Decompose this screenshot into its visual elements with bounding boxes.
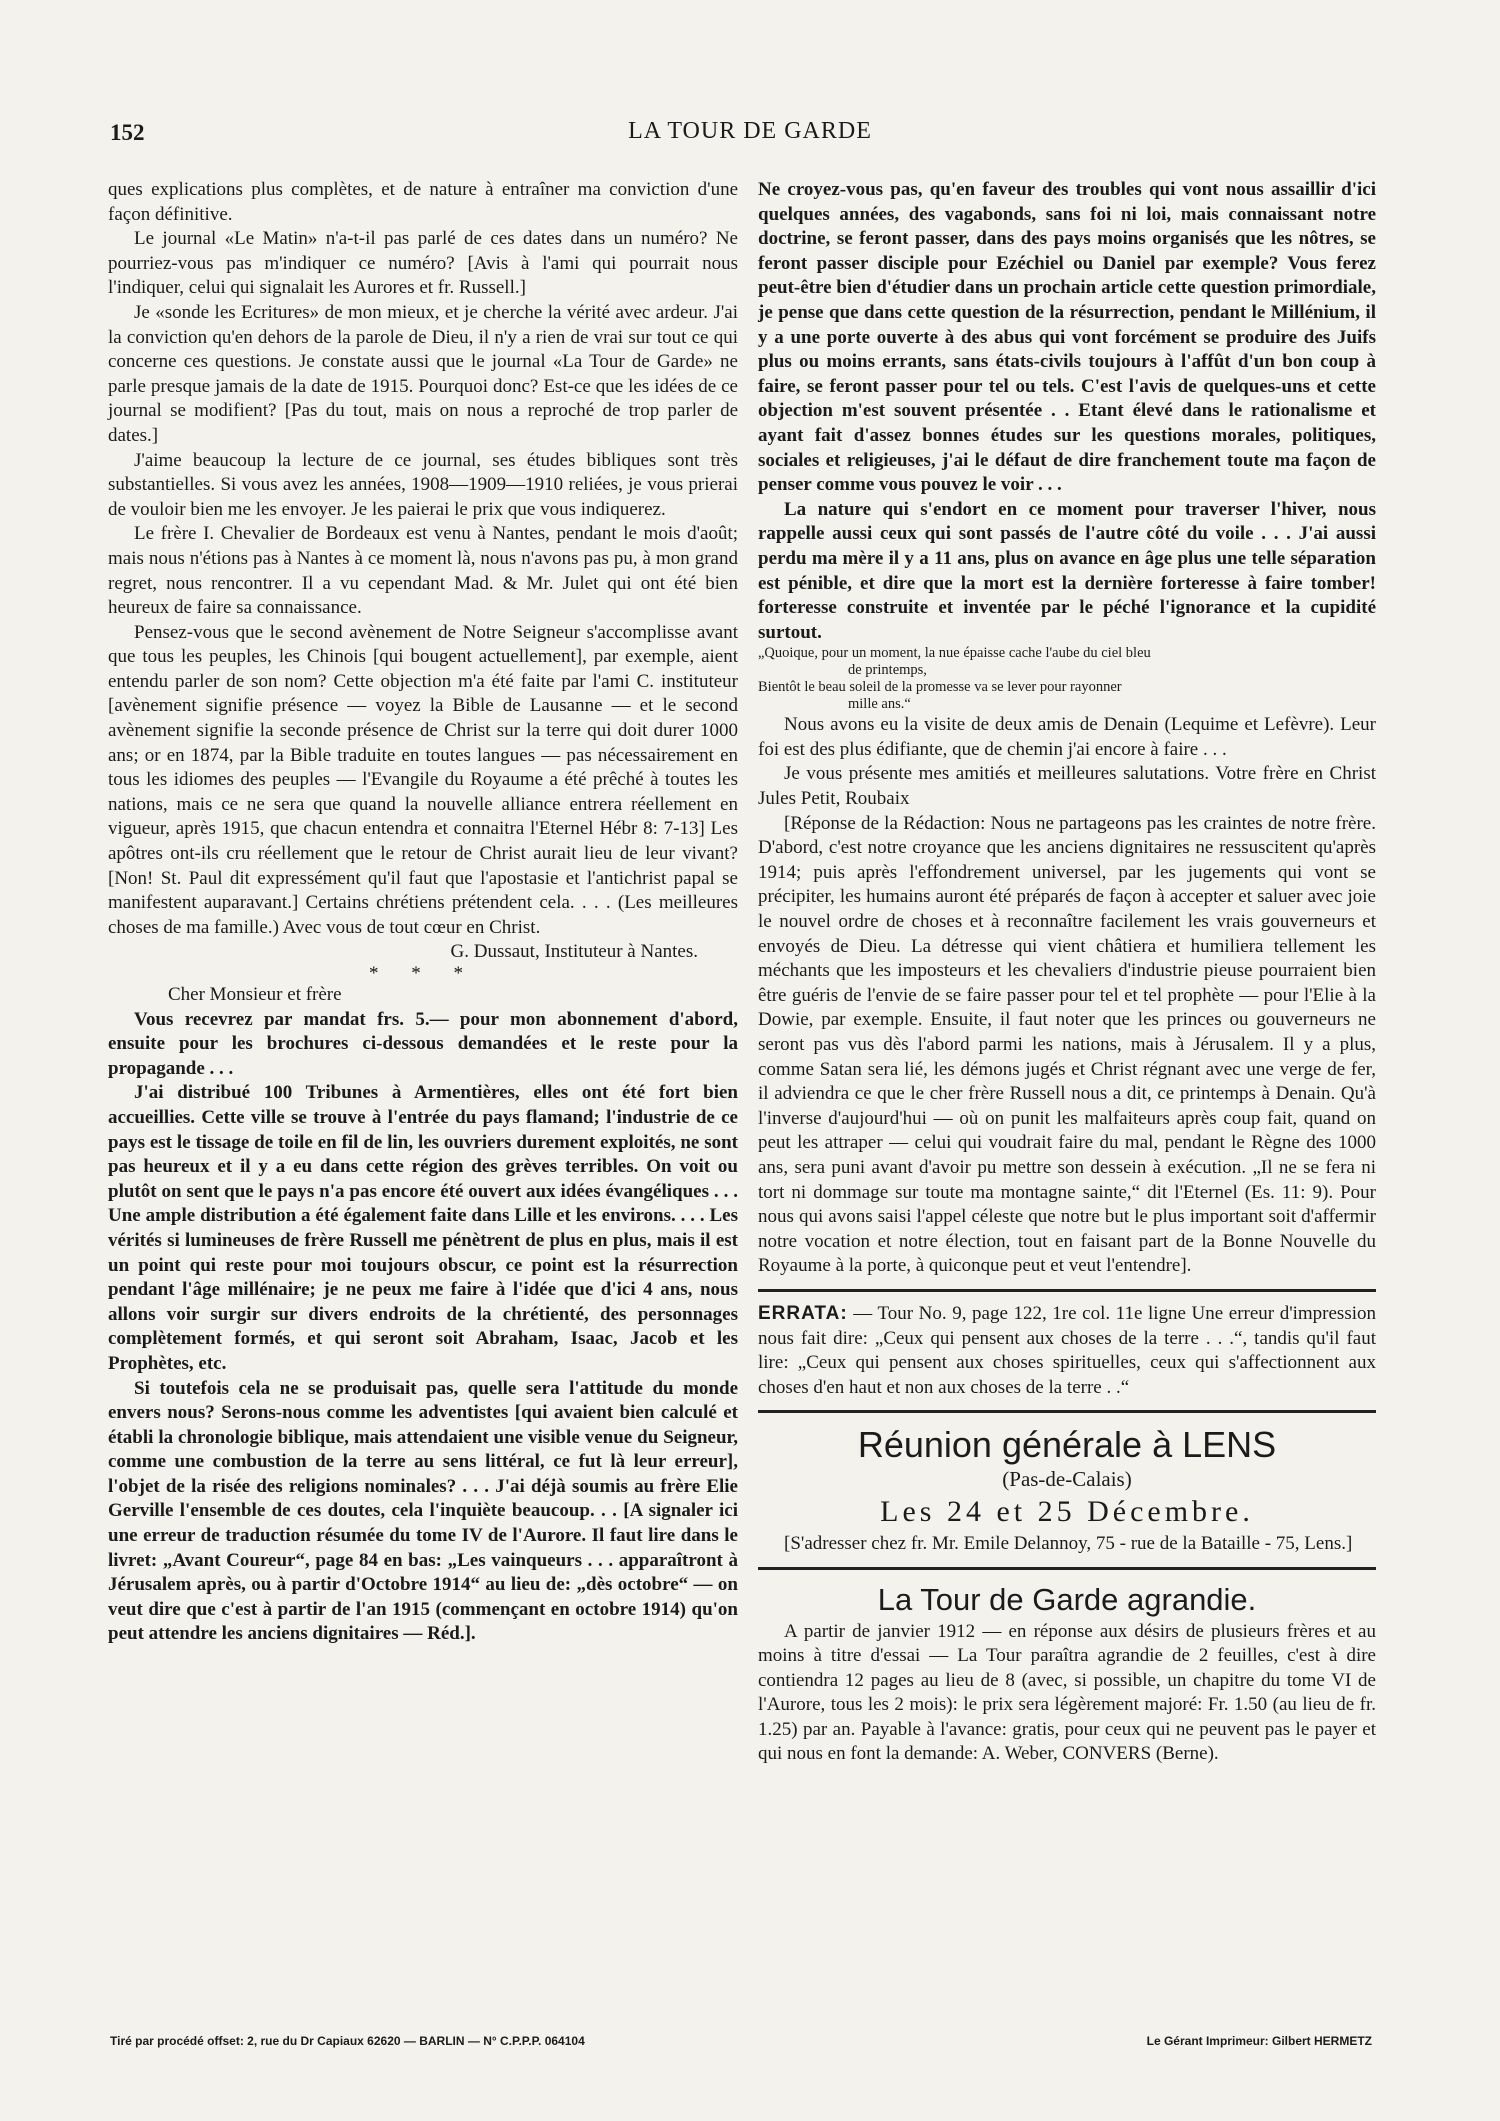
underlined-paragraph: Pensez-vous que le second avènement de Notre Seigneur s'accomplisse avant que tous les peuples, les Chinois [qui bougent actuellement], par exemple, aient entendu parler de son nom? Cette objection m'a été faite par l'ami C. instituteur [avènement signifie présence — voyez la Bible de Lausanne — et le second avènement signifie la seconde présence de Christ sur la terre qui doit durer 1000 ans; or en 1874, par la Bible traduite en toutes langues — pas nécessairement en tous les idiomes des peuples — l'Evangile du Royaume a été prêché à toutes les nations, mais ce ne sera que quand la nouvelle alliance entrera réellement en vigueur, après 1915, que chacun entendra et connaitra l'Eternel Hébr 8: 7-13] Les apôtres ont-ils cru réellement que le retour de Christ aurait lieu de leur vivant? [Non! St. Paul dit expressément qu'il faut que l'apostasie et l'antichrist papal se manifestent auparavant.] Certains chrétiens prétendent cela. . . . (Les meilleures choses de ma famille.) Avec vous de tout cœur en Christ. <box>108 621 738 938</box>
paragraph: Le journal «Le Matin» n'a-t-il pas parlé de ces dates dans un numéro? Ne pourriez-vous pas m'indiquer ce numéro? [Avis à l'ami qui pourrait nous l'indiquer, celui qui signalait les Aurores et fr. Russell.] <box>108 228 738 299</box>
letter-signature: G. Dussaut, Instituteur à Nantes. <box>450 941 698 963</box>
paragraph: Si toutefois cela ne se produisait pas, quelle sera l'attitude du monde envers nous? Serons-nous comme les adventistes [qui avaient bien calculé et établi la chronologie biblique, mais attendaient une visible venue du Seigneur, comme une combustion de la terre au sens littéral, ce fut là leur erreur], l'objet de la risée des religions nominales? . . . J'ai déjà soumis au frère Elie Gerville l'ensemble de ces doutes, cela l'inquiète beaucoup. . . [A signaler ici une erreur de traduction résumée du tome IV de l'Aurore. Il faut lire dans le livret: „Avant Coureur“, page 84 en bas: „Les vainqueurs . . . apparaîtront à Jérusalem après, ou à partir d'Octobre 1914“ au lieu de: „dès octobre“ — on veut dire que c'est à partir de l'an 1915 (commençant en octobre 1914) qu'on peut attendre les anciens dignitaires — Réd.]. <box>108 1377 738 1645</box>
poem-line: „Quoique, pour un moment, la nue épaisse cache l'aube du ciel bleu <box>758 645 1151 662</box>
lens-meeting-address: [S'adresser chez fr. Mr. Emile Delannoy, 75 - rue de la Bataille - 75, Lens.] <box>784 1532 1353 1554</box>
paragraph: La nature qui s'endort en ce moment pour traverser l'hiver, nous rappelle aussi ceux qui sont passés de l'autre côté du voile . . . J'ai aussi perdu ma mère il y a 11 ans, plus on avance en âge plus une telle séparation est pénible, et dire que la mort est la dernière forteresse à faire tomber! forteresse construite et inventée par le péché l'ignorance et la cupidité surtout. <box>758 498 1376 643</box>
lens-meeting-dates: Les 24 et 25 Décembre. <box>880 1494 1254 1528</box>
enlarged-notice-text: A partir de janvier 1912 — en réponse aux désirs de plusieurs frères et au moins à titre d'essai — La Tour paraîtra agrandie de 2 feuilles, c'est à dire contiendra 12 pages au lieu de 8 (avec, si possible, un chapitre du tome VI de l'Aurore, tous les 2 mois): le prix sera légèrement majoré: Fr. 1.50 (au lieu de fr. 1.25) par an. Payable à l'avance: gratis, pour ceux qui ne peuvent pas le payer et qui nous en font la demande: A. Weber, CONVERS (Berne). <box>758 1620 1376 1765</box>
paragraph: J'ai distribué 100 Tribunes à Armentières, elles ont été fort bien accueillies. Cette ville se trouve à l'entrée du pays flamand; l'industrie de ce pays est le tissage de toile en fil de lin, les ouvriers durement exploités, ne sont pas heureux et il y a eu dans cette région des grèves terribles. On voit ou plutôt on sent que le pays n'a pas encore été ouvert aux idées évangéliques . . . Une ample distribution a été également faite dans Lille et les environs. . . . Les vérités si lumineuses de frère Russell me pénètrent de plus en plus, mais il est un point qui reste pour moi toujours obscur, ce point est la résurrection pendant l'âge millénaire; je ne peux me faire à l'idée que d'ici 4 ans, nous allons voir surgir sur divers endroits de la chrétienté, des personnages complètement formés, et qui seront soit Abraham, Isaac, Jacob et les Prophètes, etc. <box>108 1082 738 1374</box>
poem-line: mille ans.“ <box>848 696 911 713</box>
errata-notice <box>758 1302 1376 1400</box>
running-title: LA TOUR DE GARDE <box>628 118 872 144</box>
printer-footer: Tiré par procédé offset: 2, rue du Dr Capiaux 62620 — BARLIN — N° C.P.P.P. 064104 <box>110 2034 585 2048</box>
poem-quote <box>758 645 1376 713</box>
paragraph: Ne croyez-vous pas, qu'en faveur des troubles qui vont nous assaillir d'ici quelques années, des vagabonds, sans foi ni loi, mais connaissant notre doctrine, se feront passer, dans des pays moins organisés que les nôtres, se feront passer disciple pour Ezéchiel ou Daniel par exemple? Vous ferez peut-être bien d'étudier dans un prochain article cette question primordiale, je pense que dans cette question de la résurrection, pendant le Millénium, il y a une porte ouverte à des abus qui vont forcément se produire des Juifs plus ou moins errants, sans états-civils toujours à l'affût d'un bon coup à faire, se feront passer pour tel ou tels. C'est l'avis de quelques-uns et cette objection m'est souvent présentée . . Etant élevé dans le rationalisme et ayant fait d'assez bonnes études sur les questions morales, politiques, sociales et religieuses, j'ai le défaut de dire franchement toute ma façon de penser comme vous pouvez le voir . . . <box>758 179 1376 496</box>
paragraph: ques explications plus complètes, et de nature à entraîner ma conviction d'une façon définitive. <box>108 179 738 225</box>
paragraph: Je vous présente mes amitiés et meilleures salutations. Votre frère en Christ Jules Petit, Roubaix <box>758 763 1376 810</box>
divider <box>758 1410 1376 1413</box>
page-number: 152 <box>110 120 145 145</box>
poem-line: de printemps, <box>848 662 927 679</box>
errata-label: ERRATA: <box>758 1302 848 1324</box>
manager-footer: Le Gérant Imprimeur: Gilbert HERMETZ <box>1146 2034 1372 2048</box>
paragraph: Je «sonde les Ecritures» de mon mieux, et je cherche la vérité avec ardeur. J'ai la conviction qu'en dehors de la parole de Dieu, il n'y a rien de vrai sur tout ce qui concerne ces questions. Je constate aussi que le journal «La Tour de Garde» ne parle presque jamais de la date de 1915. Pourquoi donc? Est-ce que les idées de ce journal se modifient? [Pas du tout, mais on nous a reproché de trop parler de dates.] <box>108 301 738 446</box>
paragraph: Le frère I. Chevalier de Bordeaux est venu à Nantes, pendant le mois d'août; mais nous n'étions pas à Nantes à ce moment là, nous n'avons pas pu, à mon grand regret, nous rencontrer. Il a vu cependant Mad. & Mr. Julet qui ont été bien heureux de faire sa connaissance. <box>108 523 738 619</box>
divider <box>758 1567 1376 1570</box>
errata-text: — Tour No. 9, page 122, 1re col. 11e ligne Une erreur d'impression nous fait dire: „Ceux qui pensent aux choses de la terre . . .“, tandis qu'il faut lire: „Ceux qui pensent aux choses spirituelles, ceux qui s'affectionnent aux choses d'en haut et non aux choses de la terre . .“ <box>758 1302 1376 1398</box>
paragraph: Vous recevrez par mandat frs. 5.— pour mon abonnement d'abord, ensuite pour les brochures ci-dessous demandées et le reste pour la propagande . . . <box>108 1008 738 1079</box>
editorial-reply: [Réponse de la Rédaction: Nous ne partageons pas les craintes de notre frère. D'abord, c'est notre croyance que les anciens dignitaires ne ressuscitent qu'après 1914; puis après l'effondrement universel, par les jugements qui vont se précipiter, les humains auront été préparés de façon à accepter et saluer avec joie le nouvel ordre de choses et à reconnaître facilement les vrais gouverneurs et envoyés de Dieu. La détresse qui vient châtiera et humiliera tellement les méchants que les imposteurs et les chevaliers d'industrie pieuse pourraient bien être guéris de l'envie de se faire passer pour tel et tel prophète — pour l'Elie à la Dowie, par exemple. Ensuite, il faut noter que les princes ou gouverneurs ne seront pas vus dès l'abord parmi les nations, mais à Jérusalem. Il y a plus, comme Satan sera lié, les démons jugés et Christ régnant avec une verge de fer, il adviendra ce que le cher frère Russell nous a dit, ce printemps à Denain. Qu'à l'inverse d'aujourd'hui — où on punit les malfaiteurs après coup fait, quand on peut les attraper — celui qui voudrait faire du mal, pendant le Règne des 1000 ans, sera puni avant d'avoir pu mettre son dessein à exécution. „Il ne se fera ni tort ni dommage sur toute ma montagne sainte,“ dit l'Eternel (Es. 11: 9). Pour nous qui avons saisi l'appel céleste que notre but le plus important soit d'affermir notre vocation et notre élection, tout en faisant part de la Bonne Nouvelle du Royaume à la porte, à quiconque peut et veut l'entendre]. <box>758 812 1376 1277</box>
left-column <box>108 178 738 1647</box>
letter-salutation: Cher Monsieur et frère <box>168 984 342 1005</box>
lens-meeting-title: Réunion générale à LENS <box>857 1424 1277 1466</box>
section-separator: * * * <box>369 963 477 984</box>
lens-meeting-subtitle: (Pas-de-Calais) <box>1002 1467 1132 1492</box>
divider <box>758 1289 1376 1292</box>
poem-line: Bientôt le beau soleil de la promesse va se lever pour rayonner <box>758 679 1122 696</box>
enlarged-notice-title: La Tour de Garde agrandie. <box>877 1581 1257 1617</box>
paragraph: J'aime beaucoup la lecture de ce journal, ses études bibliques sont très substantielles. Si vous avez les années, 1908—1909—1910 reliées, je vous prierai de vouloir bien me les envoyer. Je les paierai le prix que vous indiquerez. <box>108 449 738 520</box>
paragraph: Nous avons eu la visite de deux amis de Denain (Lequime et Lefèvre). Leur foi est des plus édifiante, que de chemin j'ai encore à faire . . . <box>758 714 1376 760</box>
right-column <box>758 178 1376 1767</box>
